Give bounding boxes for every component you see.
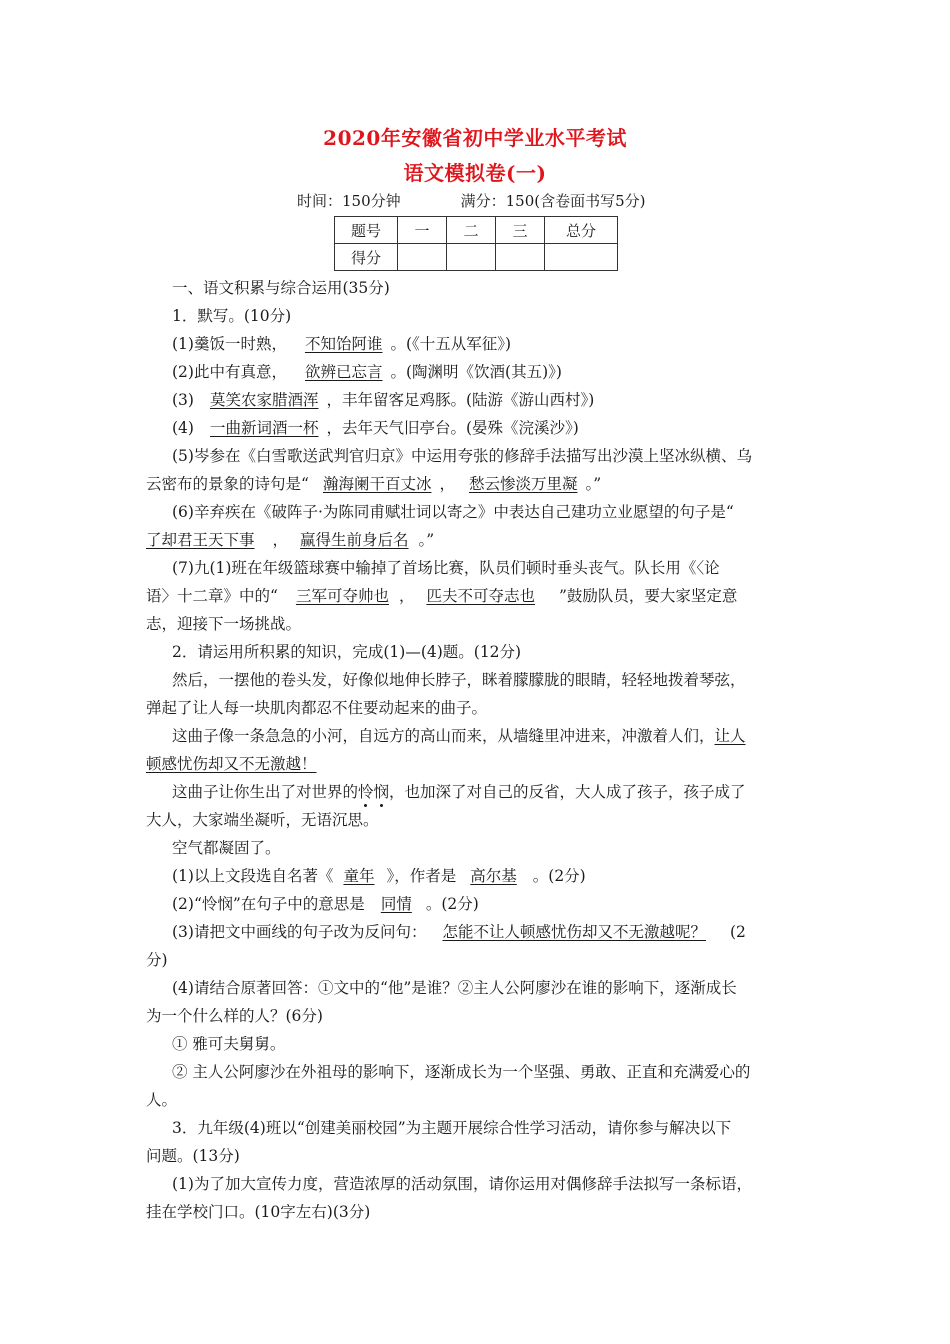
answer-blank: 同情 (380, 895, 412, 913)
answer-blank: 一曲新词酒一杯 (209, 419, 319, 437)
q1-item-5-line-2: 云密布的景象的诗句是“ 瀚海阑干百丈冰 ， 愁云惨淡万里凝 。” (146, 475, 602, 493)
q1-item-7-line-2: 语〉十二章》中的“ 三军可夺帅也 ， 匹夫不可夺志也 ”鼓励队员，要大家坚定意 (146, 587, 738, 605)
score-table (334, 216, 618, 271)
score-table-cell: 得分 (335, 244, 398, 271)
question-3-heading: 3．九年级(4)班以“创建美丽校园”为主题开展综合性学习活动，请你参与解决以下 (172, 1119, 732, 1137)
exam-full-score: 满分：150(含卷面书写5分) (460, 192, 646, 210)
answer-blank: 匹夫不可夺志也 (426, 587, 535, 605)
q1-item-6-line-1: (6)辛弃疾在《破阵子·为陈同甫赋壮词以寄之》中表达自己建功立业愿望的句子是“ (172, 503, 734, 521)
score-table-cell (496, 244, 545, 271)
section-heading: 一、语文积累与综合运用(35分) (172, 279, 390, 297)
score-table-cell: 总分 (545, 217, 618, 244)
passage-line: 这曲子像一条急急的小河，自远方的高山而来，从墙缝里冲进来，冲激着人们，让人 (172, 727, 746, 745)
question-3-heading-cont: 问题。(13分) (146, 1147, 240, 1165)
score-table-cell (398, 244, 447, 271)
answer-blank: 三军可夺帅也 (295, 587, 389, 605)
score-table-cell: 题号 (335, 217, 398, 244)
q1-item-2: (2)此中有真意， 欲辨已忘言 。(陶渊明《饮酒(其五)》) (172, 363, 562, 381)
question-2-heading: 2．请运用所积累的知识，完成(1)—(4)题。(12分) (172, 643, 522, 661)
emphasis-char: 怜 (358, 783, 374, 801)
score-table-cell (447, 244, 496, 271)
q1-item-4: (4) 一曲新词酒一杯 ，去年天气旧亭台。(晏殊《浣溪沙》) (172, 419, 579, 437)
answer-blank: 莫笑农家腊酒浑 (209, 391, 319, 409)
q2-answer-1: ① 雅可夫舅舅。 (172, 1035, 286, 1053)
q1-item-1: (1)羹饭一时熟， 不知饴阿谁 。(《十五从军征》) (172, 335, 512, 353)
q3-item-1-line-2: 挂在学校门口。(10字左右)(3分) (146, 1203, 371, 1221)
underlined-sentence: 顿感忧伤却又不无激越！ (146, 755, 317, 773)
exam-meta (297, 190, 646, 211)
passage-line: 这曲子让你生出了对世界的怜悯，也加深了对自己的反省，大人成了孩子，孩子成了 (172, 783, 746, 801)
q2-item-2: (2)“怜悯”在句子中的意思是 同情 。(2分) (172, 895, 479, 913)
q2-item-4-line-2: 为一个什么样的人？(6分) (146, 1007, 323, 1025)
answer-blank: 愁云惨淡万里凝 (468, 475, 578, 493)
score-table-score-row (335, 244, 618, 271)
answer-blank: 了却君王天下事 (146, 531, 255, 549)
passage-line: 大人，大家端坐凝听，无语沉思。 (146, 811, 379, 829)
q2-item-3-cont: 分) (146, 951, 168, 969)
underlined-sentence: 让人 (714, 727, 746, 745)
q1-item-7-line-1: (7)九(1)班在年级篮球赛中输掉了首场比赛，队员们顿时垂头丧气。队长用《〈论 (172, 559, 720, 577)
question-1-heading: 1．默写。(10分) (172, 307, 292, 325)
q3-item-1-line-1: (1)为了加大宣传力度，营造浓厚的活动氛围，请你运用对偶修辞手法拟写一条标语， (172, 1175, 752, 1193)
score-table-cell: 三 (496, 217, 545, 244)
passage-line: 然后，一摆他的卷头发，好像似地伸长脖子，眯着朦朦胧的眼睛，轻轻地拨着琴弦， (172, 671, 746, 689)
score-table-header-row (335, 217, 618, 244)
score-table-cell: 一 (398, 217, 447, 244)
answer-blank: 童年 (343, 867, 375, 885)
passage-line: 空气都凝固了。 (172, 839, 281, 857)
answer-blank: 赢得生前身后名 (300, 531, 409, 549)
exam-subtitle: 语文模拟卷(一) (403, 161, 547, 185)
answer-blank: 欲辨已忘言 (304, 363, 383, 381)
q1-item-3: (3) 莫笑农家腊酒浑 ，丰年留客足鸡豚。(陆游《游山西村》) (172, 391, 595, 409)
answer-blank: 高尔基 (470, 867, 517, 885)
emphasis-char: 悯 (373, 783, 390, 801)
exam-time: 时间：150分钟 (297, 192, 401, 210)
q1-item-5-line-1: (5)岑参在《白雪歌送武判官归京》中运用夸张的修辞手法描写出沙漠上坚冰纵横、乌 (172, 447, 752, 465)
q2-item-3: (3)请把文中画线的句子改为反问句： 怎能不让人顿感忧伤却又不无激越呢？ (2 (172, 923, 746, 941)
score-table-cell: 二 (447, 217, 496, 244)
q2-item-1: (1)以上文段选自名著《 童年 》，作者是 高尔基 。(2分) (172, 867, 586, 885)
q1-item-7-line-3: 志，迎接下一场挑战。 (146, 615, 302, 633)
answer-blank: 不知饴阿谁 (304, 335, 383, 353)
q1-item-6-line-2: 了却君王天下事 ， 赢得生前身后名 。” (146, 531, 435, 549)
passage-line (146, 754, 317, 774)
q2-answer-2-line-1: ② 主人公阿廖沙在外祖母的影响下，逐渐成长为一个坚强、勇敢、正直和充满爱心的 (172, 1063, 751, 1081)
q2-answer-2-line-2: 人。 (146, 1091, 178, 1109)
answer-blank: 怎能不让人顿感忧伤却又不无激越呢？ (442, 923, 706, 941)
passage-line: 弹起了让人每一块肌肉都忍不住要动起来的曲子。 (146, 699, 488, 717)
q2-item-4-line-1: (4)请结合原著回答：①文中的“他”是谁？②主人公阿廖沙在谁的影响下，逐渐成长 (172, 979, 737, 997)
answer-blank: 瀚海阑干百丈冰 (322, 475, 432, 493)
score-table-cell (545, 244, 618, 271)
exam-title: 2020年安徽省初中学业水平考试 (323, 126, 627, 150)
